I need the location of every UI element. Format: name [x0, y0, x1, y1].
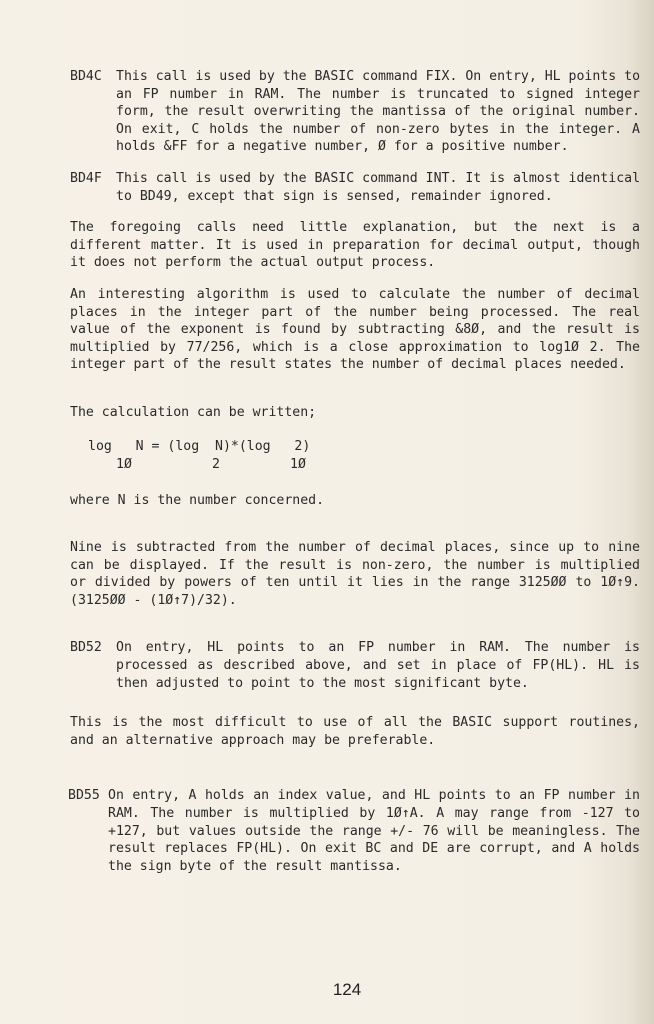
log-formula — [88, 438, 640, 480]
paragraph: The calculation can be written; — [70, 404, 317, 420]
entry-bd55 — [70, 787, 640, 875]
page-number: 124 — [332, 980, 362, 999]
formula-subscript: 2 — [212, 456, 220, 472]
paragraph: Nine is subtracted from the number of decimal places, since up to nine can be displayed. If the result is non-zero, the number is multiplied or divided by powers of ten until it lies in the range 3125ØØ to 1Ø↑9. (3125ØØ - (1Ø↑7)/32). — [70, 540, 640, 608]
formula-subscript: 1Ø — [290, 456, 306, 472]
entry-text: On entry, A holds an index value, and HL points to an FP number in RAM. The number is multiplied by 1Ø↑A. A may range from -127 to +127, but values outside the range +/- 76 will be meaningless. The result replaces FP(HL). On exit BC and DE are corrupt, and A holds the sign byte of the result mantissa. — [108, 788, 640, 874]
entry-code: BD4C — [70, 69, 102, 84]
entry-text: On entry, HL points to an FP number in RAM. The number is processed as described above, and set in place of FP(HL). HL is then adjusted to point to the most significant byte. — [116, 640, 640, 691]
page-body — [70, 68, 640, 875]
entry-code: BD52 — [70, 640, 102, 656]
formula-main: log N = (log N)*(log 2) — [88, 438, 311, 454]
entry-bd4c — [70, 68, 640, 156]
paragraph: where N is the number concerned. — [70, 492, 325, 508]
entry-code: BD55 — [68, 788, 100, 804]
entry-code: BD4F — [70, 170, 102, 186]
entry-text: This call is used by the BASIC command INT. It is almost identical to BD49, except that sign is sensed, remainder ignored. — [116, 170, 641, 204]
paragraph: The foregoing calls need little explanation, but the next is a different matter. It is used in preparation for decimal output, though it does not perform the actual output process. — [70, 220, 640, 271]
entry-bd4f — [70, 170, 640, 205]
entry-bd52 — [70, 639, 640, 692]
formula-subscript: 1Ø — [116, 456, 132, 472]
entry-text: This call is used by the BASIC command FIX. On entry, HL points to an FP number in RAM. The number is truncated to signed integer form, the result overwriting the mantissa of the original number. On exit, C holds the number of non-zero bytes in the integer. A holds &FF for a negative number, Ø for a positive number. — [116, 69, 641, 155]
paragraph: This is the most difficult to use of all the BASIC support routines, and an alternative approach may be preferable. — [70, 715, 640, 748]
paragraph: An interesting algorithm is used to calculate the number of decimal places in the integer part of the number being processed. The real value of the exponent is found by subtracting &8Ø, and the result is multiplied by 77/256, which is a close approximation to log1Ø 2. The integer part of the result states the number of decimal places needed. — [70, 286, 640, 373]
